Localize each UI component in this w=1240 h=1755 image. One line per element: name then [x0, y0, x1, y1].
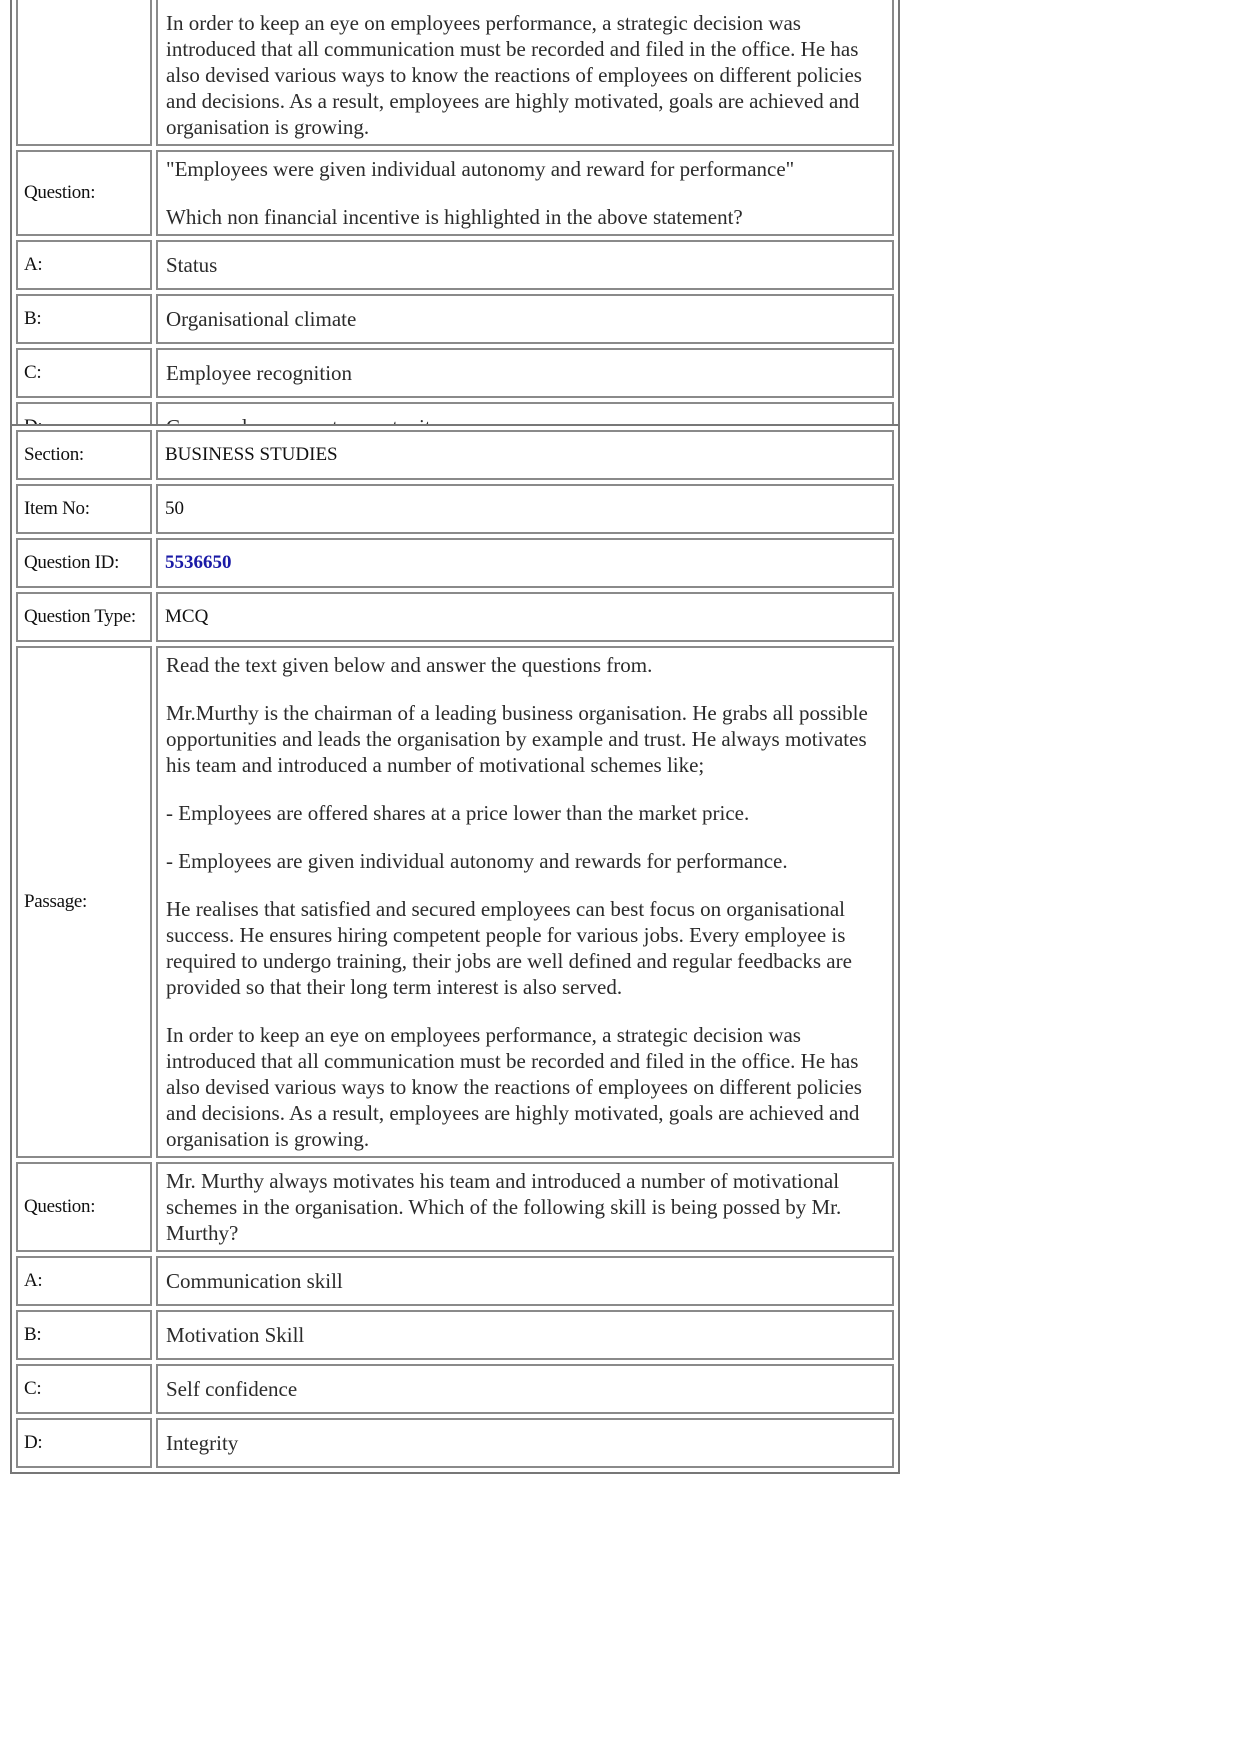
option-a-text: Communication skill — [156, 1256, 894, 1306]
question-paragraph-1: "Employees were given individual autonomy and reward for performance" — [166, 157, 795, 181]
item-no-label: Item No: — [16, 484, 152, 534]
question-id-value: 5536650 — [156, 538, 894, 588]
question-type-value: MCQ — [156, 592, 894, 642]
passage-paragraph-4: - Employees are given individual autonomy and rewards for performance. — [166, 849, 788, 873]
passage-paragraph-5: He realises that satisfied and secured employees can best focus on organisational success. He ensures hiring competent people for various jobs. Every employee is required to undergo training, their jobs are well defined and regular feedbacks are provided so that their long term interest is also served. — [166, 897, 852, 999]
question-block-49 — [10, 0, 900, 458]
option-d-label: D: — [16, 1418, 152, 1468]
passage-paragraph-6: In order to keep an eye on employees performance, a strategic decision was introduced that all communication must be recorded and filed in the office. He has also devised various ways to know the reactions of employees on different policies and decisions. As a result, employees are highly motivated, goals are achieved and organisation is growing. — [166, 1023, 862, 1151]
option-c-text: Employee recognition — [156, 348, 894, 398]
passage-paragraph-1: Read the text given below and answer the questions from. — [166, 653, 653, 677]
passage-paragraph-3: - Employees are offered shares at a price lower than the market price. — [166, 801, 750, 825]
question-paragraph-2: Which non financial incentive is highlighted in the above statement? — [166, 205, 743, 229]
option-b-label: B: — [16, 1310, 152, 1360]
option-b-text: Organisational climate — [156, 294, 894, 344]
section-label: Section: — [16, 430, 152, 480]
passage-paragraph: In order to keep an eye on employees performance, a strategic decision was introduced that all communication must be recorded and filed in the office. He has also devised various ways to know the reactions of employees on different policies and decisions. As a result, employees are highly motivated, goals are achieved and organisation is growing. — [166, 11, 862, 139]
option-b-label: B: — [16, 294, 152, 344]
option-a-label: A: — [16, 240, 152, 290]
option-c-text: Self confidence — [156, 1364, 894, 1414]
passage-paragraph-2: Mr.Murthy is the chairman of a leading business organisation. He grabs all possible opportunities and leads the organisation by example and trust. He always motivates his team and introduced a number of motivational schemes like; — [166, 701, 868, 777]
question-label: Question: — [16, 150, 152, 236]
passage-label: Passage: — [16, 646, 152, 1158]
passage-label-cell — [16, 0, 152, 146]
option-a-text: Status — [156, 240, 894, 290]
option-d-text: Integrity — [156, 1418, 894, 1468]
passage-tail — [156, 0, 894, 146]
option-b-text: Motivation Skill — [156, 1310, 894, 1360]
question-type-label: Question Type: — [16, 592, 152, 642]
question-label: Question: — [16, 1162, 152, 1252]
question-text: Mr. Murthy always motivates his team and introduced a number of motivational schemes in the organisation. Which of the following skill is being possed by Mr. Murthy? — [156, 1162, 894, 1252]
section-value: BUSINESS STUDIES — [156, 430, 894, 480]
passage-text — [156, 646, 894, 1158]
item-no-value: 50 — [156, 484, 894, 534]
question-text — [156, 150, 894, 236]
question-block-50 — [10, 424, 900, 1474]
option-c-label: C: — [16, 348, 152, 398]
option-a-label: A: — [16, 1256, 152, 1306]
question-id-label: Question ID: — [16, 538, 152, 588]
option-c-label: C: — [16, 1364, 152, 1414]
